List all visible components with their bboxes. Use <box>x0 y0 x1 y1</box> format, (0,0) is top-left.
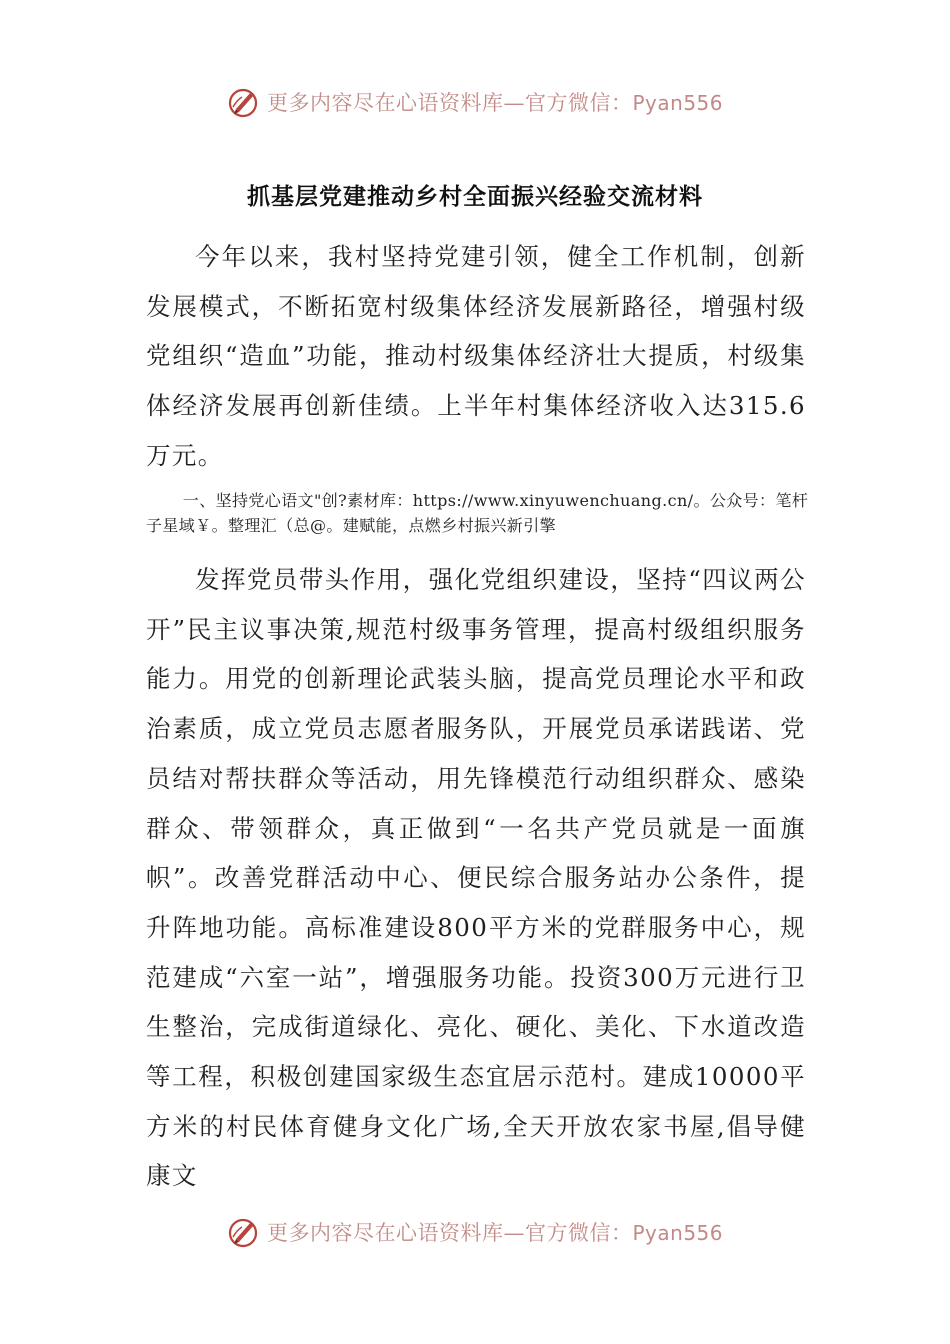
watermark-brand: 更多内容尽在心语资料库 <box>266 91 504 115</box>
watermark-text <box>267 87 723 117</box>
watermark-wechat-id: Pyan556 <box>632 91 723 115</box>
watermark-text <box>267 1217 723 1247</box>
paragraph-body: 发挥党员带头作用，强化党组织建设，坚持“四议两公开”民主议事决策,规范村级事务管理，提高村级组织服务能力。用党的创新理论武装头脑，提高党员理论水平和政治素质，成立党员志愿者服务队，开展党员承诺践诺、党员结对帮扶群众等活动，用先锋模范行动组织群众、感染群众、带领群众，真正做到“一名共产党员就是一面旗帜”。改善党群活动中心、便民综合服务站办公条件，提升阵地功能。高标准建设800平方米的党群服务中心，规范建成“六室一站”，增强服务功能。投资300万元进行卫生整治，完成街道绿化、亮化、硬化、美化、下水道改造等工程，积极创建国家级生态宜居示范村。建成10000平方米的村民体育健身文化广场,全天开放农家书屋,倡导健康文 <box>146 565 806 1191</box>
document-title: 抓基层党建推动乡村全面振兴经验交流材料 <box>247 184 703 210</box>
footer-watermark <box>0 1212 950 1252</box>
watermark-official: 官方微信： <box>524 1221 633 1245</box>
watermark-dash: — <box>503 1221 525 1245</box>
pen-logo-icon <box>227 1215 261 1249</box>
section-heading: 一、坚持党心语文"创?素材库：https://www.xinyuwenchuang.cn/。公众号：笔杆子星域￥。整理汇（总@。建赋能，点燃乡村振兴新引擎 <box>146 491 809 535</box>
header-watermark <box>0 82 950 122</box>
pen-logo-icon <box>227 85 261 119</box>
watermark-dash: — <box>503 91 525 115</box>
paragraph-intro: 今年以来，我村坚持党建引领，健全工作机制，创新发展模式，不断拓宽村级集体经济发展新路径，增强村级党组织“造血”功能，推动村级集体经济壮大提质，村级集体经济发展再创新佳绩。上半年村集体经济收入达315.6万元。 <box>146 242 806 470</box>
watermark-brand: 更多内容尽在心语资料库 <box>266 1221 504 1245</box>
watermark-official: 官方微信： <box>524 91 633 115</box>
watermark-wechat-id: Pyan556 <box>632 1221 723 1245</box>
